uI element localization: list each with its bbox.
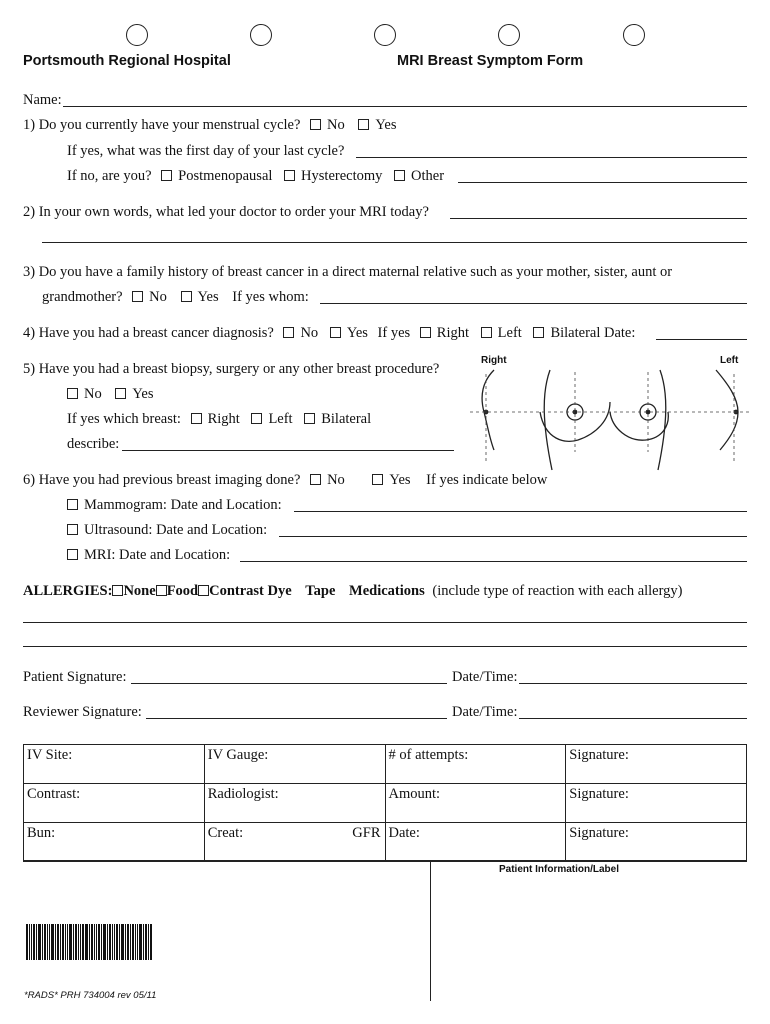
- q4-bilateral-label: Bilateral Date:: [550, 325, 636, 341]
- allergy-contrast-checkbox[interactable]: [198, 585, 209, 596]
- breast-diagram[interactable]: [470, 362, 750, 474]
- form-code: *RADS* PRH 734004 rev 05/11: [24, 990, 157, 1001]
- q5-left-checkbox[interactable]: [251, 413, 262, 424]
- q2-answer-field-1[interactable]: [450, 218, 747, 219]
- q2-answer-field-2[interactable]: [42, 242, 747, 243]
- q3-whom-field[interactable]: [320, 303, 747, 304]
- signature-cell-1[interactable]: Signature:: [566, 745, 747, 784]
- q4-date-field[interactable]: [656, 339, 747, 340]
- q6-text: 6) Have you had previous breast imaging done?: [23, 472, 301, 488]
- reviewer-datetime-field[interactable]: [519, 718, 747, 719]
- contrast-cell[interactable]: Contrast:: [24, 784, 205, 823]
- q4-left-checkbox[interactable]: [481, 327, 492, 338]
- q6-ultrasound-field[interactable]: [279, 536, 747, 537]
- punch-hole-3: [374, 24, 396, 46]
- q4-yes-checkbox[interactable]: [330, 327, 341, 338]
- q6-no-label: No: [327, 472, 345, 488]
- q1-followup-no: If no, are you?: [67, 168, 152, 184]
- q6-ultrasound-row: [67, 522, 267, 539]
- diagram-torso-right: [658, 370, 666, 470]
- table-row: [24, 823, 747, 862]
- signature-cell-3[interactable]: Signature:: [566, 823, 747, 862]
- q6-mri-checkbox[interactable]: [67, 549, 78, 560]
- attempts-cell[interactable]: # of attempts:: [385, 745, 566, 784]
- gfr-label: GFR: [352, 825, 381, 841]
- allergy-contrast-label: Contrast Dye: [209, 583, 292, 599]
- q1-other-field[interactable]: [458, 182, 747, 183]
- q1-followup-no-row: [67, 168, 444, 185]
- q1-last-cycle-field[interactable]: [356, 157, 747, 158]
- q4-right-checkbox[interactable]: [420, 327, 431, 338]
- table-row: [24, 745, 747, 784]
- q5-describe-field[interactable]: [122, 450, 454, 451]
- q1-followup-yes: If yes, what was the first day of your last cycle?: [67, 143, 345, 159]
- bun-cell[interactable]: Bun:: [24, 823, 205, 862]
- q4-if-yes: If yes: [377, 325, 411, 341]
- q6-mammogram-label: Mammogram: Date and Location:: [84, 497, 282, 513]
- q6-mri-row: [67, 547, 230, 564]
- q3-yes-label: Yes: [197, 289, 219, 305]
- q3-whom-label: If yes whom:: [232, 289, 309, 305]
- q1-text: 1) Do you currently have your menstrual cycle?: [23, 117, 301, 133]
- q5-left-label: Left: [268, 411, 293, 427]
- reviewer-signature-label: Reviewer Signature:: [23, 704, 142, 720]
- punch-hole-4: [498, 24, 520, 46]
- q5-right-label: Right: [207, 411, 240, 427]
- q1-postmenopausal-checkbox[interactable]: [161, 170, 172, 181]
- q5-text: 5) Have you had a breast biopsy, surgery or any other breast procedure?: [23, 361, 440, 377]
- q6-ultrasound-label: Ultrasound: Date and Location:: [84, 522, 268, 538]
- signature-cell-2[interactable]: Signature:: [566, 784, 747, 823]
- reviewer-signature-field[interactable]: [146, 718, 447, 719]
- diagram-torso-left: [544, 370, 552, 470]
- q3-row: [42, 289, 309, 306]
- q6-mammogram-field[interactable]: [294, 511, 747, 512]
- q6-mri-field[interactable]: [240, 561, 747, 562]
- q5-describe-label: describe:: [67, 436, 120, 452]
- q4-left-label: Left: [497, 325, 522, 341]
- allergies-field-1[interactable]: [23, 622, 747, 623]
- q1-yes-label: Yes: [375, 117, 397, 133]
- amount-cell[interactable]: Amount:: [385, 784, 566, 823]
- hospital-name: Portsmouth Regional Hospital: [23, 53, 231, 69]
- patient-info-label: Patient Information/Label: [499, 864, 620, 875]
- creat-cell[interactable]: [204, 823, 385, 862]
- q6-mammogram-checkbox[interactable]: [67, 499, 78, 510]
- footer-divider: [23, 860, 747, 861]
- date-cell[interactable]: Date:: [385, 823, 566, 862]
- allergies-note: (include type of reaction with each allergy): [432, 583, 683, 599]
- q2-text: 2) In your own words, what led your doctor to order your MRI today?: [23, 204, 429, 220]
- allergy-tape-label: Tape: [305, 583, 336, 599]
- q5-bilateral-checkbox[interactable]: [304, 413, 315, 424]
- q1-no-label: No: [327, 117, 345, 133]
- allergy-none-checkbox[interactable]: [112, 585, 123, 596]
- creat-label: Creat:: [207, 825, 244, 841]
- form-title: MRI Breast Symptom Form: [397, 53, 584, 69]
- q4-yes-label: Yes: [346, 325, 368, 341]
- iv-gauge-cell[interactable]: IV Gauge:: [204, 745, 385, 784]
- patient-datetime-field[interactable]: [519, 683, 747, 684]
- table-row: [24, 784, 747, 823]
- q3-text: 3) Do you have a family history of breast cancer in a direct maternal relative such as your mother, sister, aunt or: [23, 264, 673, 280]
- q1-hysterectomy-checkbox[interactable]: [284, 170, 295, 181]
- q5-which-row: [67, 411, 371, 428]
- q6-row: [23, 472, 547, 489]
- q6-yes-label: Yes: [389, 472, 411, 488]
- q6-mammogram-row: [67, 497, 282, 514]
- footer-vertical-divider: [430, 861, 431, 1001]
- q3-no-label: No: [149, 289, 167, 305]
- barcode: [26, 924, 152, 960]
- iv-site-cell[interactable]: IV Site:: [24, 745, 205, 784]
- patient-signature-field[interactable]: [131, 683, 447, 684]
- allergies-label: ALLERGIES:: [23, 583, 113, 599]
- radiologist-cell[interactable]: Radiologist:: [204, 784, 385, 823]
- q6-mri-label: MRI: Date and Location:: [84, 547, 231, 563]
- allergy-medications-label: Medications: [349, 583, 425, 599]
- reviewer-datetime-label: Date/Time:: [452, 704, 518, 720]
- q5-yes-checkbox[interactable]: [115, 388, 126, 399]
- q4-bilateral-checkbox[interactable]: [533, 327, 544, 338]
- q5-yes-label: Yes: [132, 386, 154, 402]
- q6-indicate-label: If yes indicate below: [426, 472, 548, 488]
- allergy-food-label: Food: [166, 583, 199, 599]
- q6-yes-checkbox[interactable]: [372, 474, 383, 485]
- allergy-food-checkbox[interactable]: [156, 585, 167, 596]
- punch-hole-5: [623, 24, 645, 46]
- q4-no-label: No: [300, 325, 319, 341]
- q3-text2: grandmother?: [42, 289, 123, 305]
- patient-signature-label: Patient Signature:: [23, 669, 127, 685]
- q5-answer-row: [67, 386, 153, 403]
- name-label: Name:: [23, 92, 62, 108]
- diagram-left-label: Left: [720, 355, 739, 366]
- q1-other-label: Other: [411, 168, 445, 184]
- q3-yes-checkbox[interactable]: [181, 291, 192, 302]
- iv-table: [23, 744, 747, 862]
- punch-hole-2: [250, 24, 272, 46]
- q5-no-checkbox[interactable]: [67, 388, 78, 399]
- q4-row: [23, 325, 635, 342]
- q1-other-checkbox[interactable]: [394, 170, 405, 181]
- diagram-right-profile: [482, 370, 494, 450]
- q6-no-checkbox[interactable]: [310, 474, 321, 485]
- q5-no-label: No: [84, 386, 102, 402]
- q1-hysterectomy-label: Hysterectomy: [301, 168, 383, 184]
- q1-row: [23, 117, 397, 134]
- patient-datetime-label: Date/Time:: [452, 669, 518, 685]
- q5-right-checkbox[interactable]: [191, 413, 202, 424]
- punch-hole-1: [126, 24, 148, 46]
- allergy-none-label: None: [123, 583, 156, 599]
- diagram-right-label: Right: [481, 355, 507, 366]
- q4-right-label: Right: [436, 325, 470, 341]
- diagram-breast-left: [610, 412, 668, 440]
- name-field[interactable]: [63, 106, 747, 107]
- allergies-field-2[interactable]: [23, 646, 747, 647]
- q1-no-checkbox[interactable]: [310, 119, 321, 130]
- allergies-row: [23, 583, 683, 600]
- q3-no-checkbox[interactable]: [132, 291, 143, 302]
- q4-no-checkbox[interactable]: [283, 327, 294, 338]
- q4-text: 4) Have you had a breast cancer diagnosis?: [23, 325, 274, 341]
- q1-yes-checkbox[interactable]: [358, 119, 369, 130]
- q5-which-label: If yes which breast:: [67, 411, 181, 427]
- q1-postmenopausal-label: Postmenopausal: [178, 168, 273, 184]
- q5-bilateral-label: Bilateral: [321, 411, 372, 427]
- q6-ultrasound-checkbox[interactable]: [67, 524, 78, 535]
